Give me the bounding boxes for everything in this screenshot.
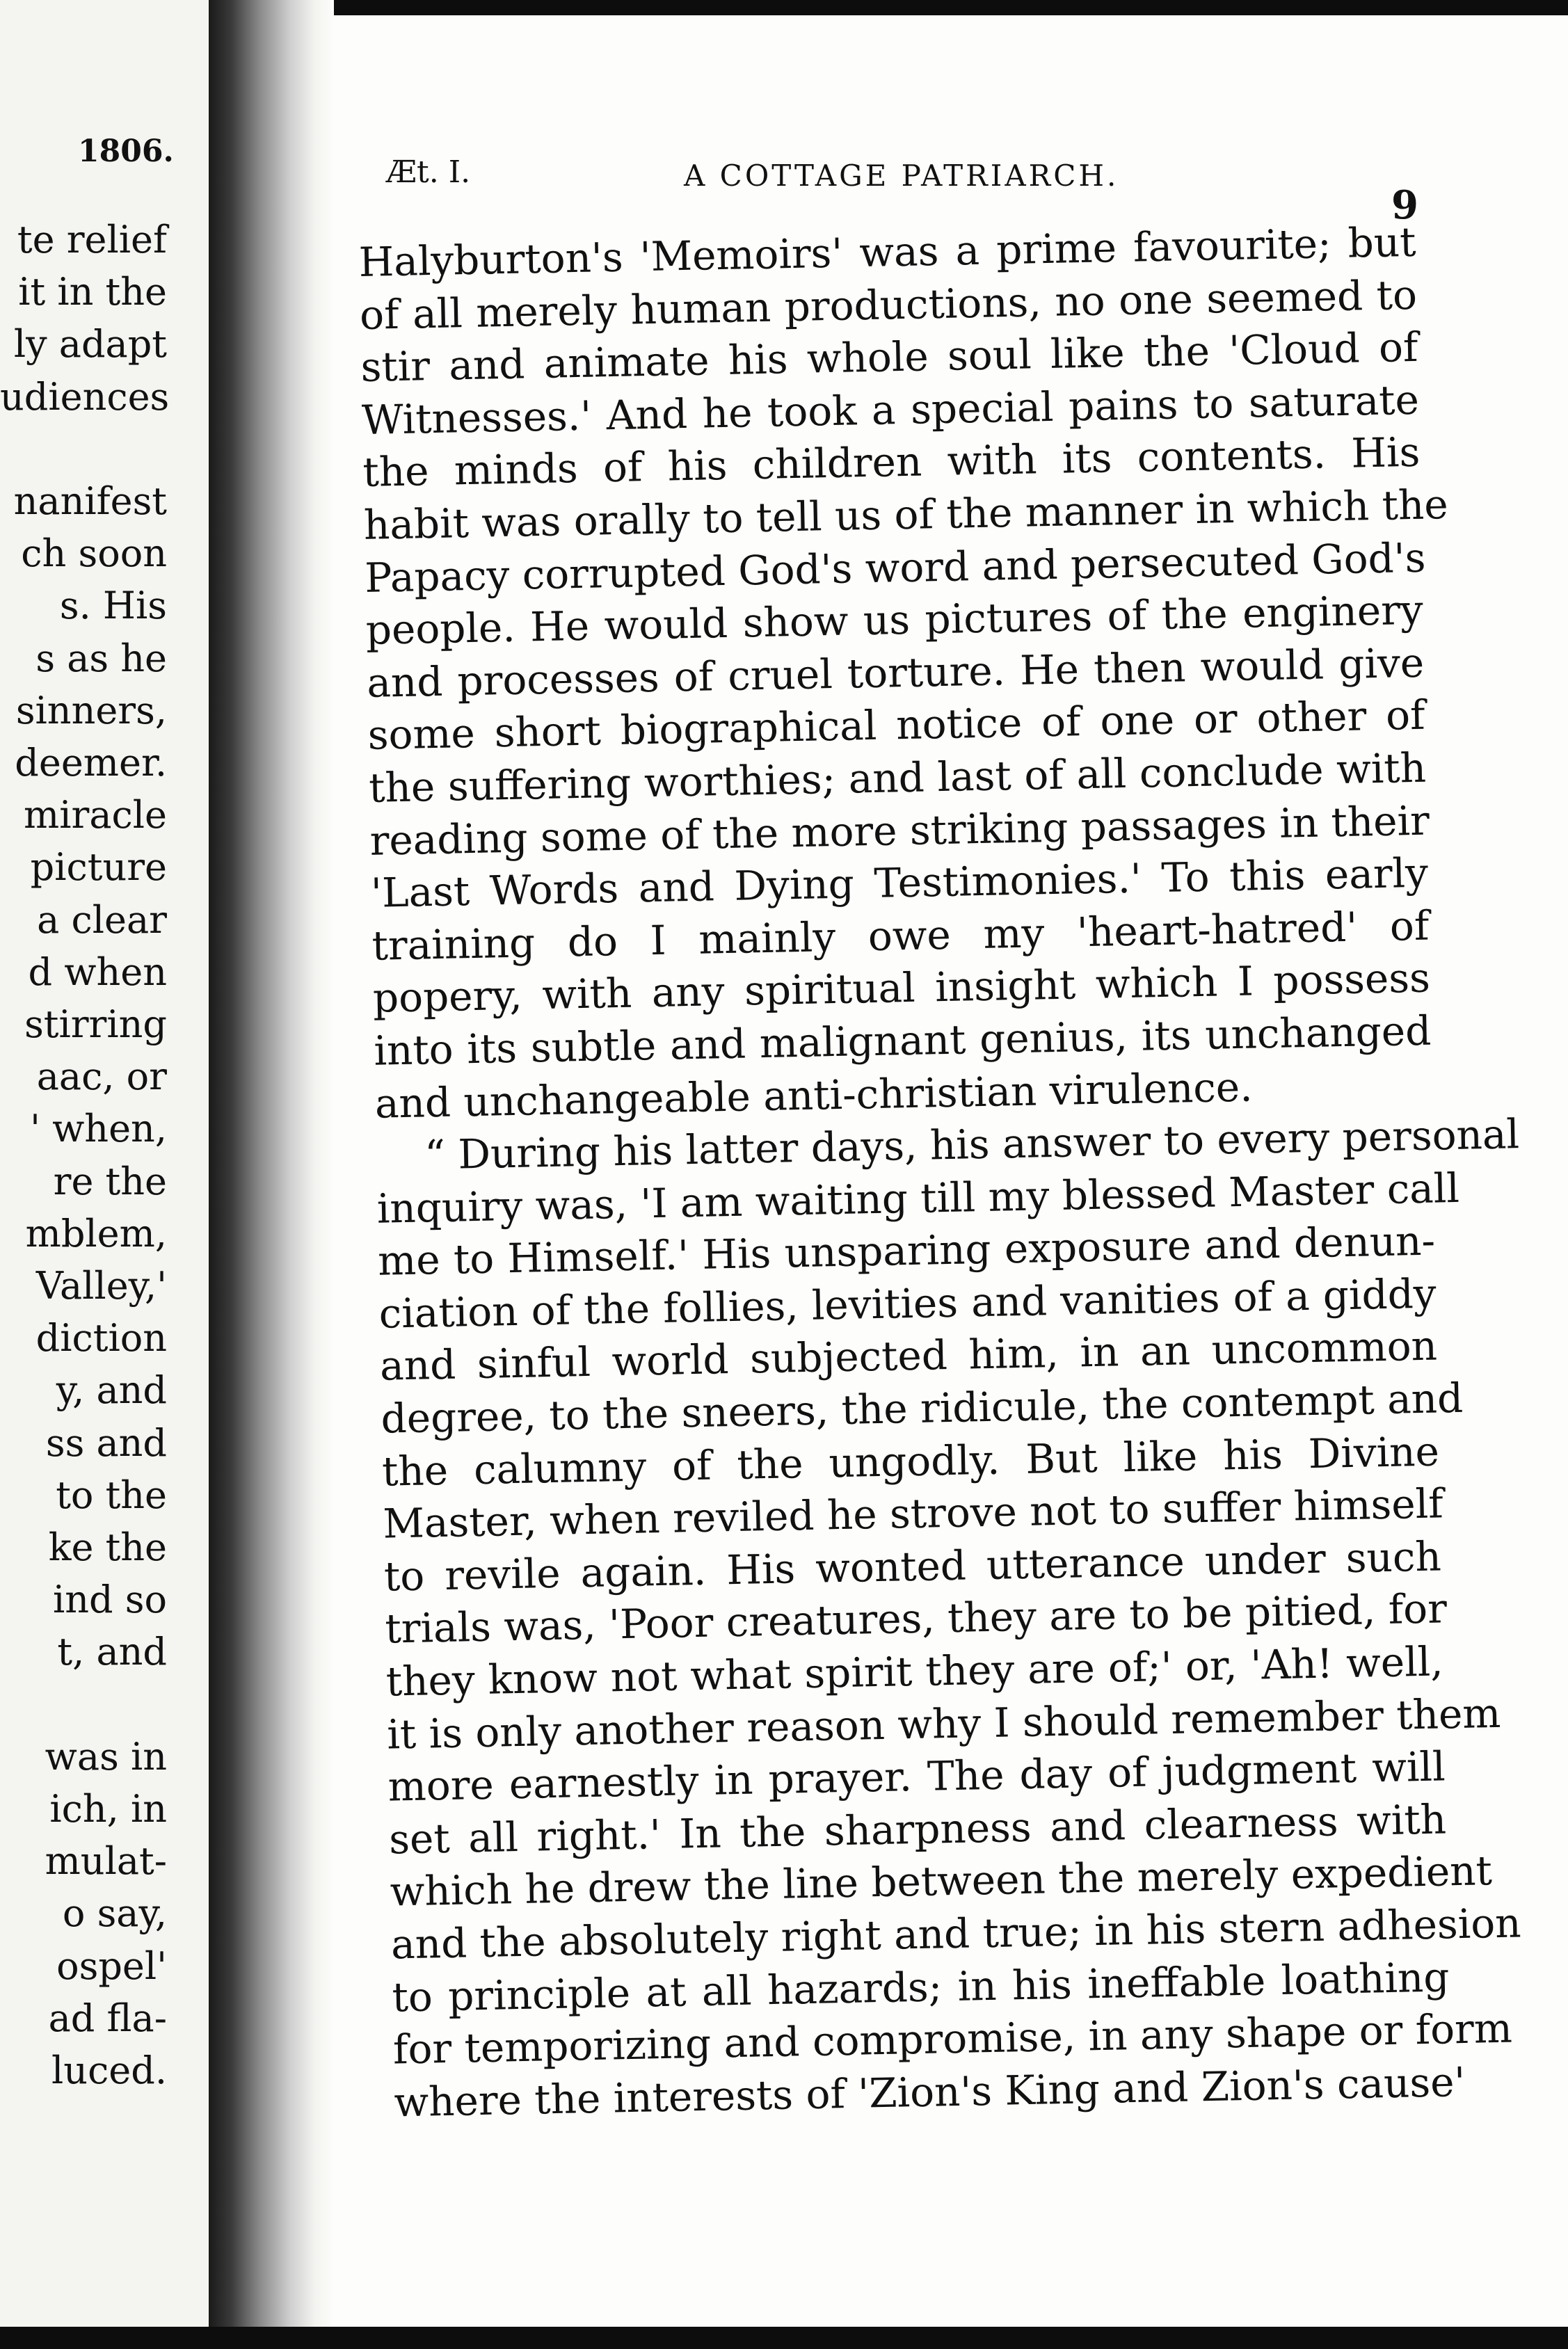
body-line: Witnesses.' And he took a special pains to saturate <box>361 376 1420 444</box>
left-page-line: ly adapt <box>13 322 167 367</box>
body-line: ciation of the follies, levities and vanities of a giddy <box>378 1269 1437 1338</box>
left-page-line: Valley,' <box>35 1264 167 1308</box>
left-page-line: ich, in <box>49 1787 167 1831</box>
left-page-line: diction <box>35 1316 167 1361</box>
left-page-line: s. His <box>59 584 167 628</box>
left-page-line: t, and <box>57 1630 167 1674</box>
body-line: “ During his latter days, his answer to every personal <box>424 1110 1520 1179</box>
left-page-line: y, and <box>56 1368 167 1413</box>
body-text <box>358 216 1522 2129</box>
left-page-line: te relief <box>17 218 167 262</box>
body-line: they know not what spirit they are of;' or, 'Ah! well, <box>385 1637 1444 1706</box>
body-line: the calumny of the ungodly. But like his Divine <box>381 1427 1440 1496</box>
body-line: me to Himself.' His unsparing exposure and denun- <box>377 1217 1436 1285</box>
left-page-line: ospel' <box>56 1943 167 1988</box>
left-page-line: s as he <box>35 636 167 680</box>
left-page-line: miracle <box>24 793 167 837</box>
body-line: popery, with any spiritual insight which I possess <box>372 954 1431 1023</box>
left-page-year: 1806. <box>78 134 174 169</box>
left-page-line: ind so <box>52 1578 167 1622</box>
body-line: to principle at all hazards; in his ineffable loathing <box>391 1953 1450 2021</box>
body-line: 'Last Words and Dying Testimonies.' To this early <box>370 849 1429 917</box>
body-line: and sinful world subjected him, in an uncommon <box>379 1322 1438 1390</box>
header-title: A COTTAGE PATRIARCH. <box>684 159 1119 193</box>
body-line: and the absolutely right and true; in his stern adhesion <box>390 1899 1522 1969</box>
left-page-line: it in the <box>18 270 167 314</box>
body-line: Papacy corrupted God's word and persecuted God's <box>364 534 1426 602</box>
left-page-line: ' when, <box>30 1107 167 1151</box>
body-line: degree, to the sneers, the ridicule, the contempt and <box>380 1374 1464 1443</box>
body-line: for temporizing and compromise, in any shape or form <box>392 2004 1513 2074</box>
body-line: of all merely human productions, no one seemed to <box>359 271 1418 339</box>
left-page-line: mblem, <box>25 1211 167 1256</box>
body-line: trials was, 'Poor creatures, they are to be pitied, for <box>384 1585 1448 1653</box>
left-page-line: a clear <box>37 897 167 942</box>
book-gutter-shadow <box>209 0 334 2327</box>
body-line: reading some of the more striking passages in their <box>369 796 1430 865</box>
body-line: Master, when reviled he strove not to suffer himself <box>382 1480 1444 1548</box>
body-line: and processes of cruel torture. He then would give <box>366 639 1425 707</box>
body-line: stir and animate his whole soul like the 'Cloud of <box>360 323 1418 392</box>
page-number: 9 <box>1391 182 1418 228</box>
left-page-line: ch soon <box>21 531 167 576</box>
left-page-line: mulat- <box>45 1839 167 1884</box>
left-page-line: o say, <box>62 1891 167 1936</box>
body-line: habit was orally to tell us of the manner in which the <box>363 480 1449 549</box>
left-page-line: ad fla- <box>48 1996 167 2040</box>
left-page-line: to the <box>56 1473 167 1517</box>
body-line: inquiry was, 'I am waiting till my blessed Master call <box>376 1164 1460 1233</box>
left-page-line: re the <box>53 1159 167 1203</box>
left-page-line: sinners, <box>15 688 167 732</box>
left-page-line: picture <box>30 845 167 890</box>
body-line: and unchangeable anti-christian virulence. <box>374 1063 1254 1128</box>
header-age: Æt. I. <box>386 154 471 190</box>
running-header <box>386 154 1381 196</box>
body-line: which he drew the line between the merely expedient <box>390 1847 1493 1916</box>
body-line: some short biographical notice of one or other of <box>367 691 1426 760</box>
body-line: set all right.' In the sharpness and clearness with <box>388 1795 1447 1863</box>
body-line: training do I mainly owe my 'heart-hatred' of <box>371 901 1430 970</box>
left-page-line: d when <box>28 949 167 994</box>
body-line: it is only another reason why I should remember them <box>386 1689 1501 1758</box>
scan-top-edge <box>209 0 1568 15</box>
left-page-line: deemer. <box>15 741 167 785</box>
left-page-line: nanifest <box>13 479 167 523</box>
left-page-line: udiences <box>0 374 170 419</box>
body-line: where the interests of 'Zion's King and Zion's cause' <box>393 2058 1466 2126</box>
body-line: the minds of his children with its contents. His <box>362 428 1421 497</box>
body-line: the suffering worthies; and last of all conclude with <box>368 744 1427 812</box>
body-line: to revile again. His wonted utterance under such <box>383 1532 1442 1601</box>
left-page-line: aac, or <box>36 1055 167 1099</box>
left-page-line: stirring <box>24 1002 167 1046</box>
left-page-line: ss and <box>45 1420 167 1465</box>
body-line: more earnestly in prayer. The day of judgment will <box>387 1742 1446 1811</box>
body-line: into its subtle and malignant genius, its unchanged <box>373 1007 1432 1075</box>
left-page-line: luced. <box>51 2049 167 2092</box>
body-line: Halyburton's 'Memoirs' was a prime favourite; but <box>358 218 1417 286</box>
left-page-line: ke the <box>48 1525 167 1569</box>
scan-bottom-edge <box>0 2327 1568 2349</box>
left-page-line: was in <box>45 1734 167 1779</box>
body-line: people. He would show us pictures of the enginery <box>365 586 1424 655</box>
